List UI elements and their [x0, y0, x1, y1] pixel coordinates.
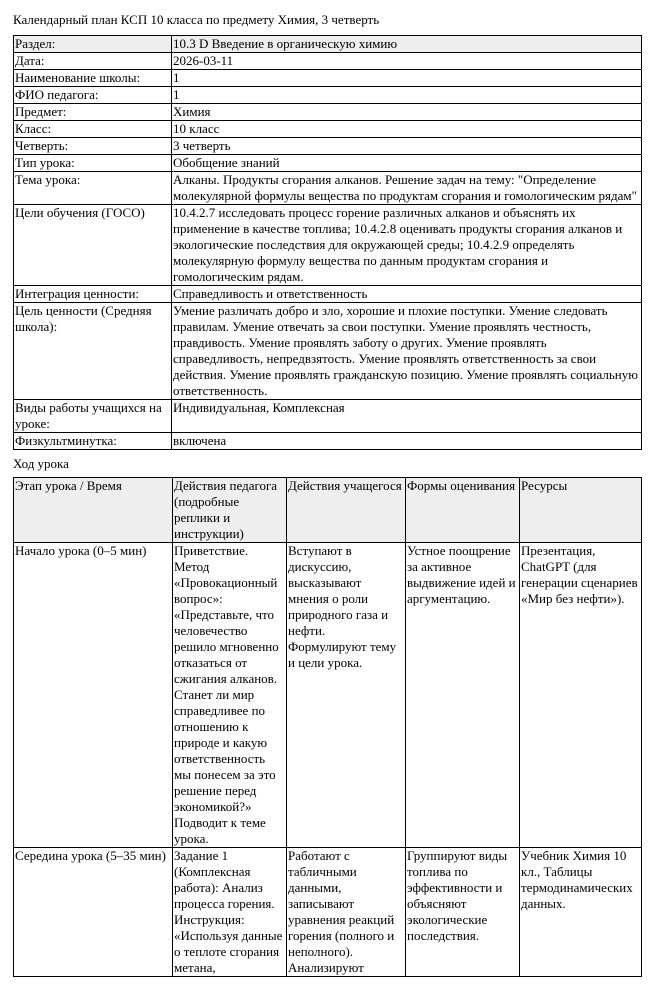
info-label: Класс: — [14, 121, 172, 138]
info-value: 10 класс — [172, 121, 642, 138]
info-label: Тема урока: — [14, 172, 172, 205]
info-row-lesson-type — [14, 155, 642, 172]
info-label: Раздел: — [14, 36, 172, 53]
info-label: Физкультминутка: — [14, 433, 172, 450]
info-label: ФИО педагога: — [14, 87, 172, 104]
header-student-actions: Действия учащегося — [287, 478, 406, 543]
info-row-work-types — [14, 400, 642, 433]
document-title: Календарный план КСП 10 класса по предмету Химия, 3 четверть — [13, 12, 380, 27]
info-label: Тип урока: — [14, 155, 172, 172]
info-value: Обобщение знаний — [172, 155, 642, 172]
info-value: Справедливость и ответственность — [172, 286, 642, 303]
cell-student-actions: Вступают в дискуссию, высказывают мнения о роли природного газа и нефти. Формулируют тему и цели урока. — [287, 543, 406, 848]
info-row-learning-goals — [14, 205, 642, 286]
cell-student-actions: Работают с табличными данными, записывают уравнения реакций горения (полного и неполного). Анализируют — [287, 848, 406, 977]
info-value: 3 четверть — [172, 138, 642, 155]
info-label: Интеграция ценности: — [14, 286, 172, 303]
info-label: Цели обучения (ГОСО) — [14, 205, 172, 286]
info-value: Химия — [172, 104, 642, 121]
info-row-date — [14, 53, 642, 70]
cell-stage: Середина урока (5–35 мин) — [14, 848, 173, 977]
table-row — [14, 543, 642, 848]
lesson-flow-heading: Ход урока — [13, 456, 69, 471]
info-label: Наименование школы: — [14, 70, 172, 87]
info-value: 10.3 D Введение в органическую химию — [172, 36, 642, 53]
info-row-quarter — [14, 138, 642, 155]
lesson-header-row — [14, 478, 642, 543]
info-value: Индивидуальная, Комплексная — [172, 400, 642, 433]
info-row-teacher — [14, 87, 642, 104]
info-label: Предмет: — [14, 104, 172, 121]
cell-teacher-actions: Приветствие. Метод «Провокационный вопрос»: «Представьте, что человечество решило мгновенно отказаться от сжигания алканов. Станет ли мир справедливее по отношению к природе и какую ответственность мы понесем за это решение перед экономикой?» Подводит к теме урока. — [173, 543, 287, 848]
cell-resources: Учебник Химия 10 кл., Таблицы термодинамических данных. — [520, 848, 642, 977]
cell-assessment: Устное поощрение за активное выдвижение идей и аргументацию. — [406, 543, 520, 848]
info-label: Четверть: — [14, 138, 172, 155]
lesson-flow-table — [13, 477, 642, 977]
info-row-school — [14, 70, 642, 87]
info-row-exercise-break — [14, 433, 642, 450]
cell-stage: Начало урока (0–5 мин) — [14, 543, 173, 848]
info-value: включена — [172, 433, 642, 450]
info-label: Дата: — [14, 53, 172, 70]
info-row-topic — [14, 172, 642, 205]
info-row-value-goal — [14, 303, 642, 400]
info-label: Виды работы учащихся на уроке: — [14, 400, 172, 433]
info-value: Алканы. Продукты сгорания алканов. Решение задач на тему: "Определение молекулярной формулы вещества по продуктам сгорания и гомологическим рядам" — [172, 172, 642, 205]
cell-assessment: Группируют виды топлива по эффективности и объясняют экологические последствия. — [406, 848, 520, 977]
info-row-value-integration — [14, 286, 642, 303]
info-value: Умение различать добро и зло, хорошие и плохие поступки. Умение следовать правилам. Умение отвечать за свои поступки. Умение проявлять честность, правдивость. Умение проявлять заботу о других. Умение проявлять справедливость, непредвзятость. Умение проявлять ответственность за свои действия. Умение проявлять гражданскую позицию. Умение проявлять социальную ответственность. — [172, 303, 642, 400]
cell-resources: Презентация, ChatGPT (для генерации сценариев «Мир без нефти»). — [520, 543, 642, 848]
info-row-subject — [14, 104, 642, 121]
info-value: 1 — [172, 87, 642, 104]
info-value: 10.4.2.7 исследовать процесс горение различных алканов и объяснять их применение в качестве топлива; 10.4.2.8 оценивать продукты сгорания алканов и экологические последствия для окружающей среды; 10.4.2.9 определять молекулярную формулу вещества по данным продуктам сгорания и гомологическим рядам. — [172, 205, 642, 286]
info-row-section — [14, 36, 642, 53]
info-value: 2026-03-11 — [172, 53, 642, 70]
header-teacher-actions: Действия педагога (подробные реплики и инструкции) — [173, 478, 287, 543]
header-assessment: Формы оценивания — [406, 478, 520, 543]
cell-teacher-actions: Задание 1 (Комплексная работа): Анализ процесса горения. Инструкция: «Используя данные о теплоте сгорания метана, — [173, 848, 287, 977]
table-row — [14, 848, 642, 977]
header-stage: Этап урока / Время — [14, 478, 173, 543]
lesson-info-table — [13, 35, 642, 450]
info-value: 1 — [172, 70, 642, 87]
info-label: Цель ценности (Средняя школа): — [14, 303, 172, 400]
info-row-class — [14, 121, 642, 138]
header-resources: Ресурсы — [520, 478, 642, 543]
